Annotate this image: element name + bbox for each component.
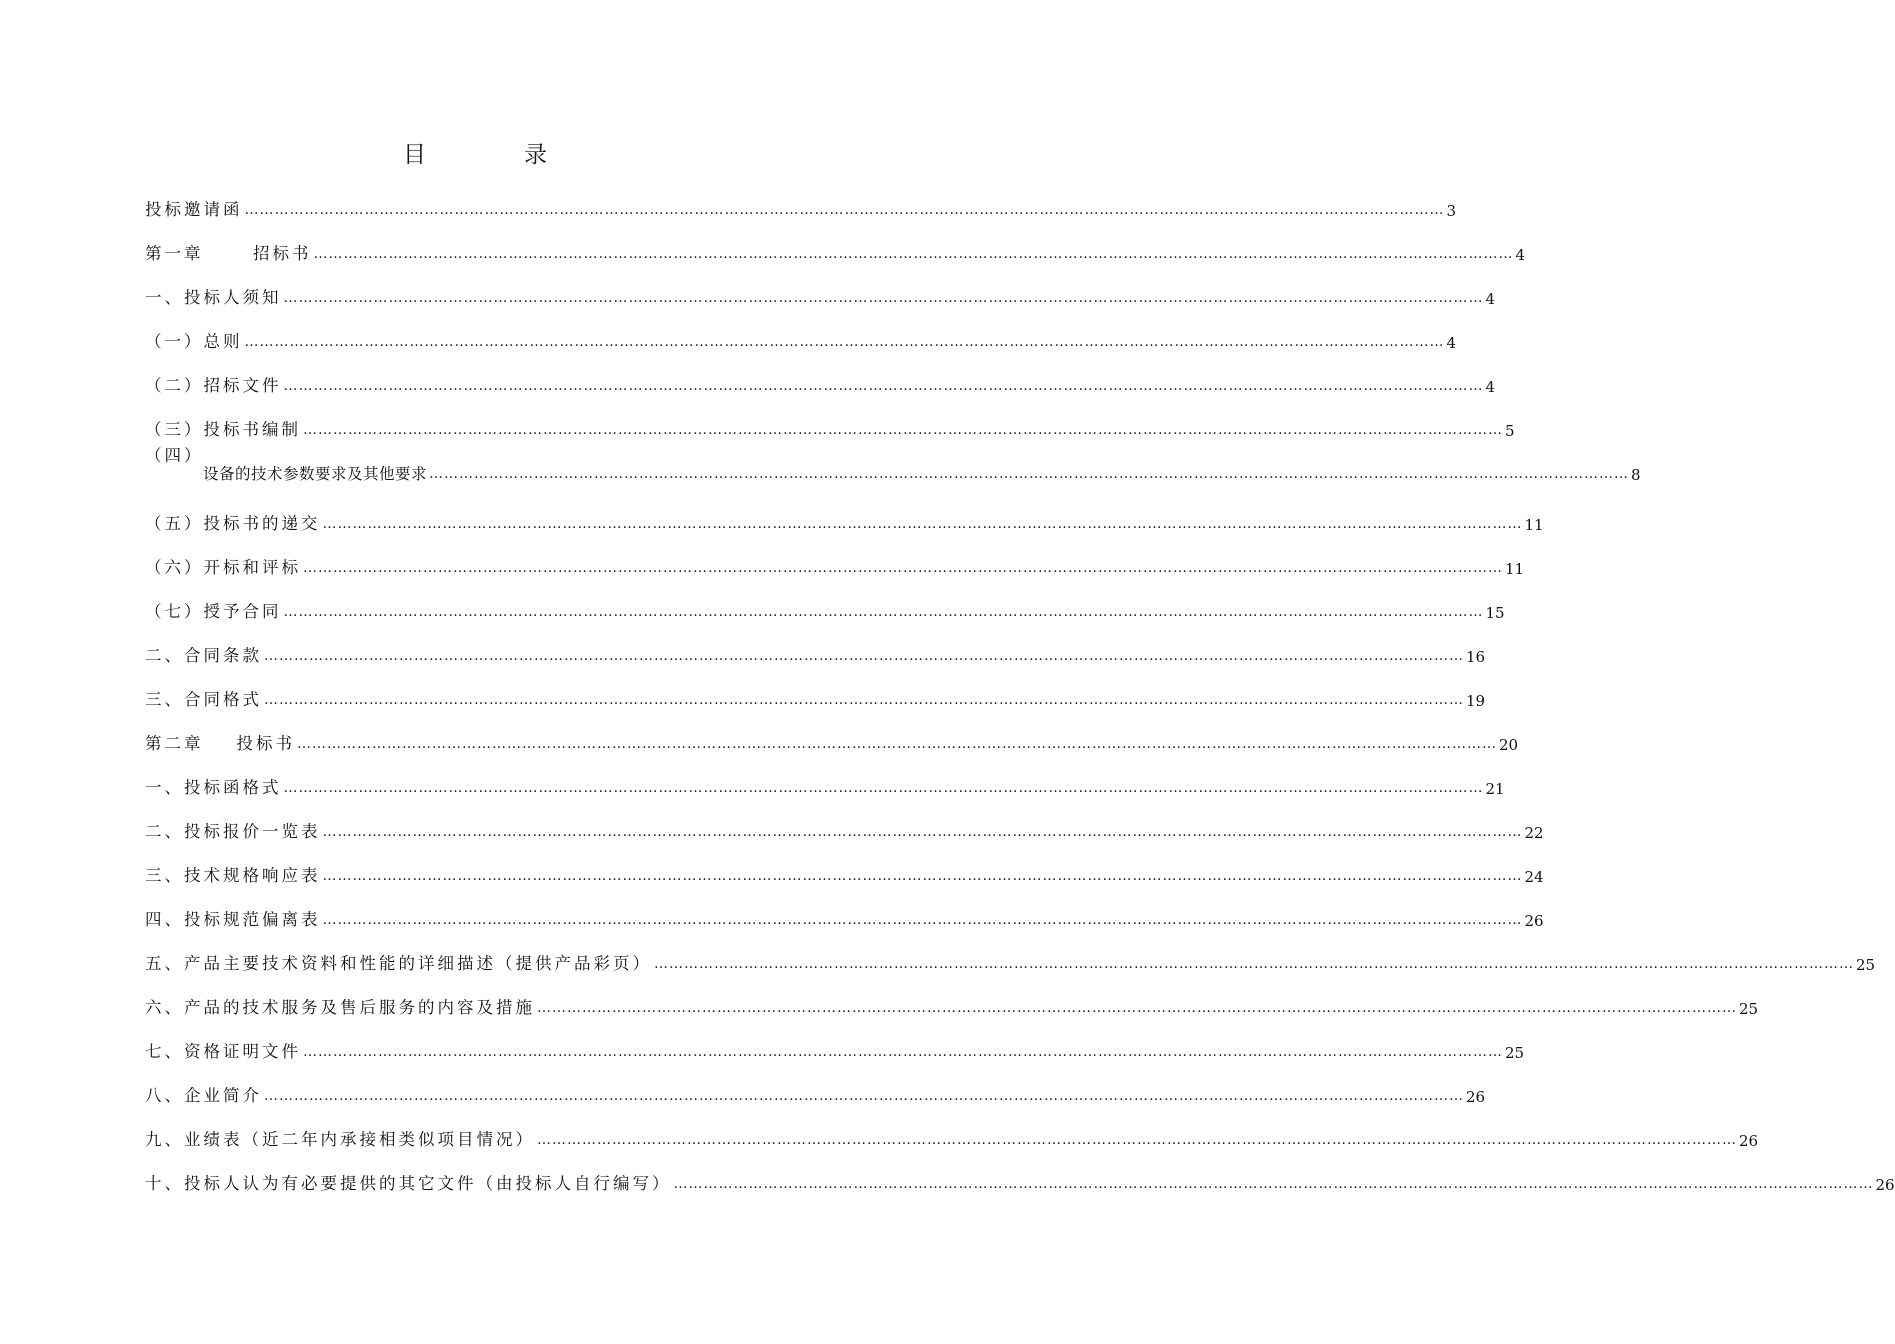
toc-entry-label: （二）招标文件: [145, 376, 282, 395]
toc-leader-dots: ……………………………………………………………………………………………………………………………………………………………………………………………………………………: [264, 1088, 1464, 1104]
toc-entry: [145, 636, 1486, 666]
toc-page-number: 26: [1875, 1176, 1895, 1194]
toc-entry-label: 十、投标人认为有必要提供的其它文件（由投标人自行编写）: [145, 1174, 672, 1193]
toc-page-number: 8: [1631, 466, 1641, 484]
toc-entry: [145, 322, 1457, 352]
toc-entry-label: 七、资格证明文件: [145, 1042, 301, 1061]
toc-page-number: 11: [1505, 560, 1525, 578]
toc-entry-label: 设备的技术参数要求及其他要求: [203, 465, 428, 483]
toc-entry-label: （一）总则: [145, 332, 243, 351]
toc-leader-dots: ……………………………………………………………………………………………………………………………………………………………………………………………………………………: [654, 956, 1854, 972]
toc-entry: [145, 724, 1519, 754]
toc-page-number: 16: [1466, 648, 1486, 666]
toc-entry: [145, 234, 1526, 264]
title-char-2: 录: [524, 142, 547, 168]
toc-page-number: 4: [1485, 290, 1496, 308]
toc-entry-label: 八、企业简介: [145, 1086, 262, 1105]
toc-entry-label: 第一章 招标书: [145, 244, 312, 263]
toc-entry-label: （五）投标书的递交: [145, 514, 321, 533]
toc-entry-label: 二、合同条款: [145, 646, 262, 665]
toc-page-number: 24: [1524, 868, 1544, 886]
toc-entry: [145, 680, 1486, 710]
toc-page-number: 26: [1524, 912, 1544, 930]
toc-leader-dots: ……………………………………………………………………………………………………………………………………………………………………………………………………………………: [429, 466, 1630, 482]
toc-entry: [145, 1076, 1486, 1106]
toc-page-number: 4: [1485, 378, 1496, 396]
toc-entry: [145, 856, 1544, 886]
toc-leader-dots: ……………………………………………………………………………………………………………………………………………………………………………………………………………………: [303, 422, 1503, 438]
toc-page-number: 15: [1485, 604, 1505, 622]
toc-leader-dots: ……………………………………………………………………………………………………………………………………………………………………………………………………………………: [303, 560, 1503, 576]
toc-entry-number: （四）: [145, 446, 204, 465]
toc-entry: [145, 278, 1496, 308]
toc-entry-label: 三、技术规格响应表: [145, 866, 321, 885]
toc-page-number: 4: [1446, 334, 1457, 352]
toc-page-number: 22: [1524, 824, 1544, 842]
toc-leader-dots: ……………………………………………………………………………………………………………………………………………………………………………………………………………………: [264, 648, 1464, 664]
toc-entry-label: 三、合同格式: [145, 690, 262, 709]
toc-page-number: 26: [1466, 1088, 1486, 1106]
toc-leader-dots: ……………………………………………………………………………………………………………………………………………………………………………………………………………………: [264, 692, 1464, 708]
toc-entry: [145, 446, 1641, 484]
toc-entry-label: 一、投标函格式: [145, 778, 282, 797]
toc-entry-label: 五、产品主要技术资料和性能的详细描述（提供产品彩页）: [145, 954, 652, 973]
toc-entry: [145, 504, 1544, 534]
toc-entry: [145, 592, 1505, 622]
toc-leader-dots: ……………………………………………………………………………………………………………………………………………………………………………………………………………………: [322, 824, 1523, 840]
toc-leader-dots: ……………………………………………………………………………………………………………………………………………………………………………………………………………………: [537, 1000, 1737, 1016]
toc-leader-dots: ……………………………………………………………………………………………………………………………………………………………………………………………………………………: [322, 912, 1523, 928]
toc-entry-label: （七）授予合同: [145, 602, 282, 621]
toc-page-number: 21: [1485, 780, 1505, 798]
toc-entry: [145, 1120, 1759, 1150]
toc-entry: [145, 190, 1457, 220]
toc-page-number: 11: [1524, 516, 1544, 534]
toc-leader-dots: ……………………………………………………………………………………………………………………………………………………………………………………………………………………: [303, 1044, 1503, 1060]
toc-entry: [145, 1032, 1525, 1062]
toc-entry-label: 投标邀请函: [145, 200, 243, 219]
toc-entry: [145, 768, 1505, 798]
toc-entry: [145, 410, 1515, 440]
toc-page-number: 5: [1505, 422, 1515, 440]
toc-page-number: 25: [1505, 1044, 1525, 1062]
toc-entry-label: 一、投标人须知: [145, 288, 282, 307]
toc-page-number: 25: [1856, 956, 1876, 974]
page-title: [0, 136, 950, 169]
toc-entry-label: 六、产品的技术服务及售后服务的内容及措施: [145, 998, 535, 1017]
toc-page-number: 3: [1446, 202, 1457, 220]
toc-leader-dots: ……………………………………………………………………………………………………………………………………………………………………………………………………………………: [244, 202, 1445, 218]
toc-leader-dots: ……………………………………………………………………………………………………………………………………………………………………………………………………………………: [244, 334, 1445, 350]
toc-leader-dots: ……………………………………………………………………………………………………………………………………………………………………………………………………………………: [322, 868, 1523, 884]
toc-leader-dots: ……………………………………………………………………………………………………………………………………………………………………………………………………………………: [313, 246, 1514, 262]
toc-entry: [145, 366, 1496, 396]
toc-entry: [145, 988, 1759, 1018]
toc-entry-label: 四、投标规范偏离表: [145, 910, 321, 929]
toc-entry-label: 二、投标报价一览表: [145, 822, 321, 841]
toc-leader-dots: ……………………………………………………………………………………………………………………………………………………………………………………………………………………: [283, 604, 1484, 620]
toc-leader-dots: ……………………………………………………………………………………………………………………………………………………………………………………………………………………: [283, 290, 1484, 306]
toc-entry: [145, 1164, 1895, 1194]
toc-page-number: 26: [1739, 1132, 1759, 1150]
toc-leader-dots: ……………………………………………………………………………………………………………………………………………………………………………………………………………………: [537, 1132, 1737, 1148]
toc-entry-label: （三）投标书编制: [145, 420, 301, 439]
toc-leader-dots: ……………………………………………………………………………………………………………………………………………………………………………………………………………………: [283, 378, 1484, 394]
toc-page-number: 25: [1739, 1000, 1759, 1018]
toc-entry-label: 第二章 投标书: [145, 734, 295, 753]
toc-entry: [145, 900, 1544, 930]
title-char-1: 目: [403, 142, 426, 168]
toc-entry: [145, 944, 1876, 974]
toc-entry-label: 九、业绩表（近二年内承接相类似项目情况）: [145, 1130, 535, 1149]
toc-leader-dots: ……………………………………………………………………………………………………………………………………………………………………………………………………………………: [322, 516, 1523, 532]
toc-entry: [145, 812, 1544, 842]
toc-leader-dots: ……………………………………………………………………………………………………………………………………………………………………………………………………………………: [296, 736, 1497, 752]
toc-page-number: 4: [1515, 246, 1526, 264]
toc-entry: [145, 548, 1525, 578]
toc-entry-label: （六）开标和评标: [145, 558, 301, 577]
toc-leader-dots: ……………………………………………………………………………………………………………………………………………………………………………………………………………………: [283, 780, 1484, 796]
toc-page-number: 19: [1466, 692, 1486, 710]
toc-page-number: 20: [1498, 736, 1519, 754]
toc-leader-dots: ……………………………………………………………………………………………………………………………………………………………………………………………………………………: [673, 1176, 1874, 1192]
